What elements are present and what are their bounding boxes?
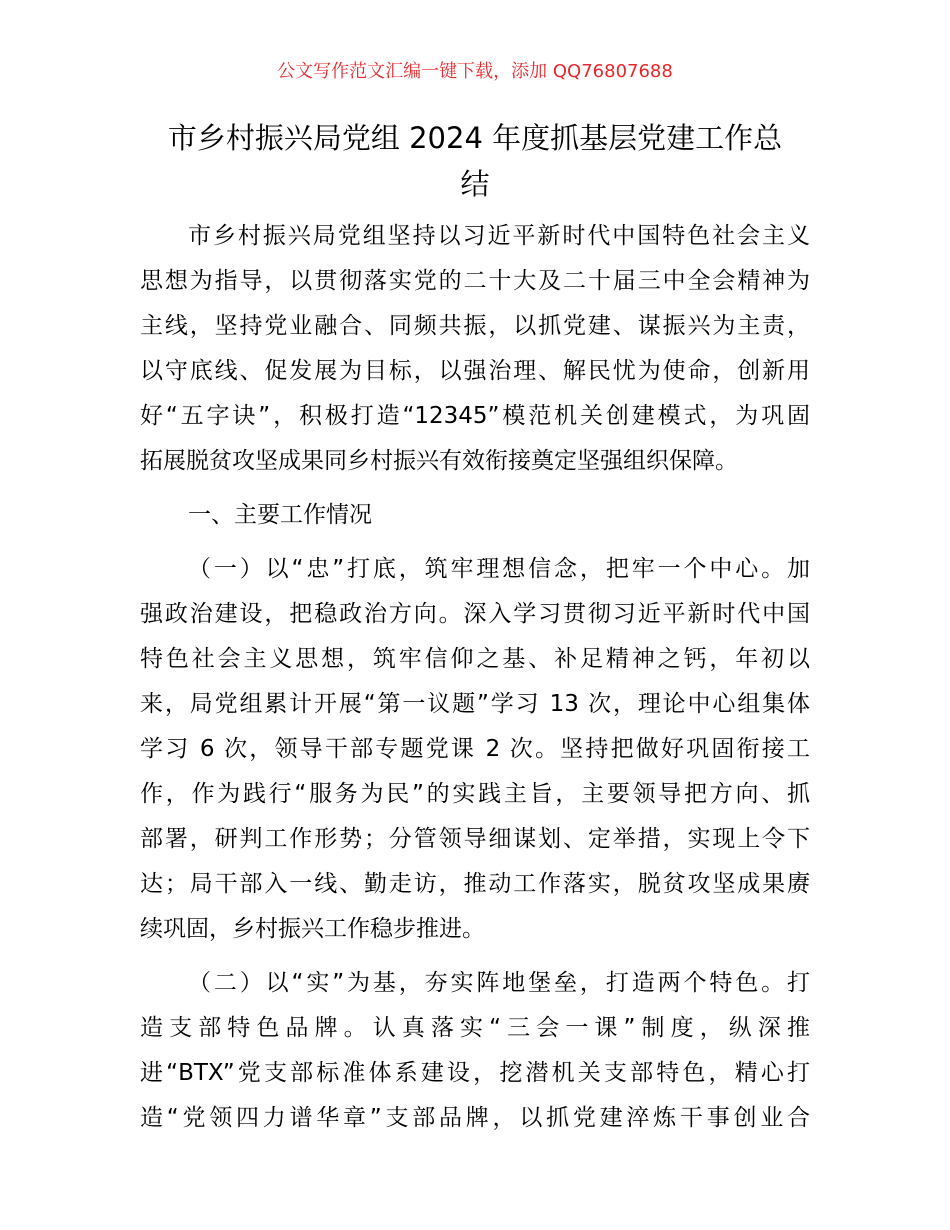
document-body xyxy=(140,214,810,1150)
text-line: 学习 6 次，领导干部专题党课 2 次。坚持把做好巩固衔接工 xyxy=(140,736,810,762)
text-line: 达；局干部入一线、勤走访，推动工作落实，脱贫攻坚成果赓 xyxy=(140,871,810,897)
text-line: 以守底线、促发展为目标，以强治理、解民忧为使命，创新用 xyxy=(140,358,810,384)
title-line: 市乡村振兴局党组 2024 年度抓基层党建工作总 xyxy=(167,121,783,155)
section-paragraph-2 xyxy=(140,961,810,1141)
text-line: 市乡村振兴局党组坚持以习近平新时代中国特色社会主义 xyxy=(188,223,810,249)
text-line: 特色社会主义思想，筑牢信仰之基、补足精神之钙，年初以 xyxy=(140,646,810,672)
text-line: 主线，坚持党业融合、同频共振，以抓党建、谋振兴为主责， xyxy=(140,313,810,339)
text-line: 好“五字诀”，积极打造“12345”模范机关创建模式，为巩固 xyxy=(140,403,810,429)
text-line: 造“党领四力谱华章”支部品牌，以抓党建淬炼干事创业合 xyxy=(140,1105,810,1131)
section-paragraph-1 xyxy=(140,547,810,952)
text-line: （二）以“实”为基，夯实阵地堡垒，打造两个特色。打 xyxy=(188,970,810,996)
text-line: 来，局党组累计开展“第一议题”学习 13 次，理论中心组集体 xyxy=(140,691,810,717)
section-heading xyxy=(140,493,810,538)
download-banner: 公文写作范文汇编一键下载，添加 QQ76807688 xyxy=(277,61,673,82)
document-title xyxy=(130,115,820,207)
title-line: 结 xyxy=(460,167,490,201)
text-line: 造支部特色品牌。认真落实“三会一课”制度，纵深推 xyxy=(140,1015,810,1041)
text-line: 拓展脱贫攻坚成果同乡村振兴有效衔接奠定坚强组织保障。 xyxy=(140,448,738,474)
text-line: 作，作为践行“服务为民”的实践主旨，主要领导把方向、抓 xyxy=(140,781,810,807)
text-line: 一、主要工作情况 xyxy=(188,502,372,528)
text-line: 思想为指导，以贯彻落实党的二十大及二十届三中全会精神为 xyxy=(140,268,810,294)
text-line: （一）以“忠”打底，筑牢理想信念，把牢一个中心。加 xyxy=(188,556,810,582)
text-line: 部署，研判工作形势；分管领导细谋划、定举措，实现上令下 xyxy=(140,826,810,852)
text-line: 进“BTX”党支部标准体系建设，挖潜机关支部特色，精心打 xyxy=(140,1060,810,1086)
text-line: 续巩固，乡村振兴工作稳步推进。 xyxy=(140,916,485,942)
intro-paragraph xyxy=(140,214,810,484)
text-line: 强政治建设，把稳政治方向。深入学习贯彻习近平新时代中国 xyxy=(140,601,810,627)
